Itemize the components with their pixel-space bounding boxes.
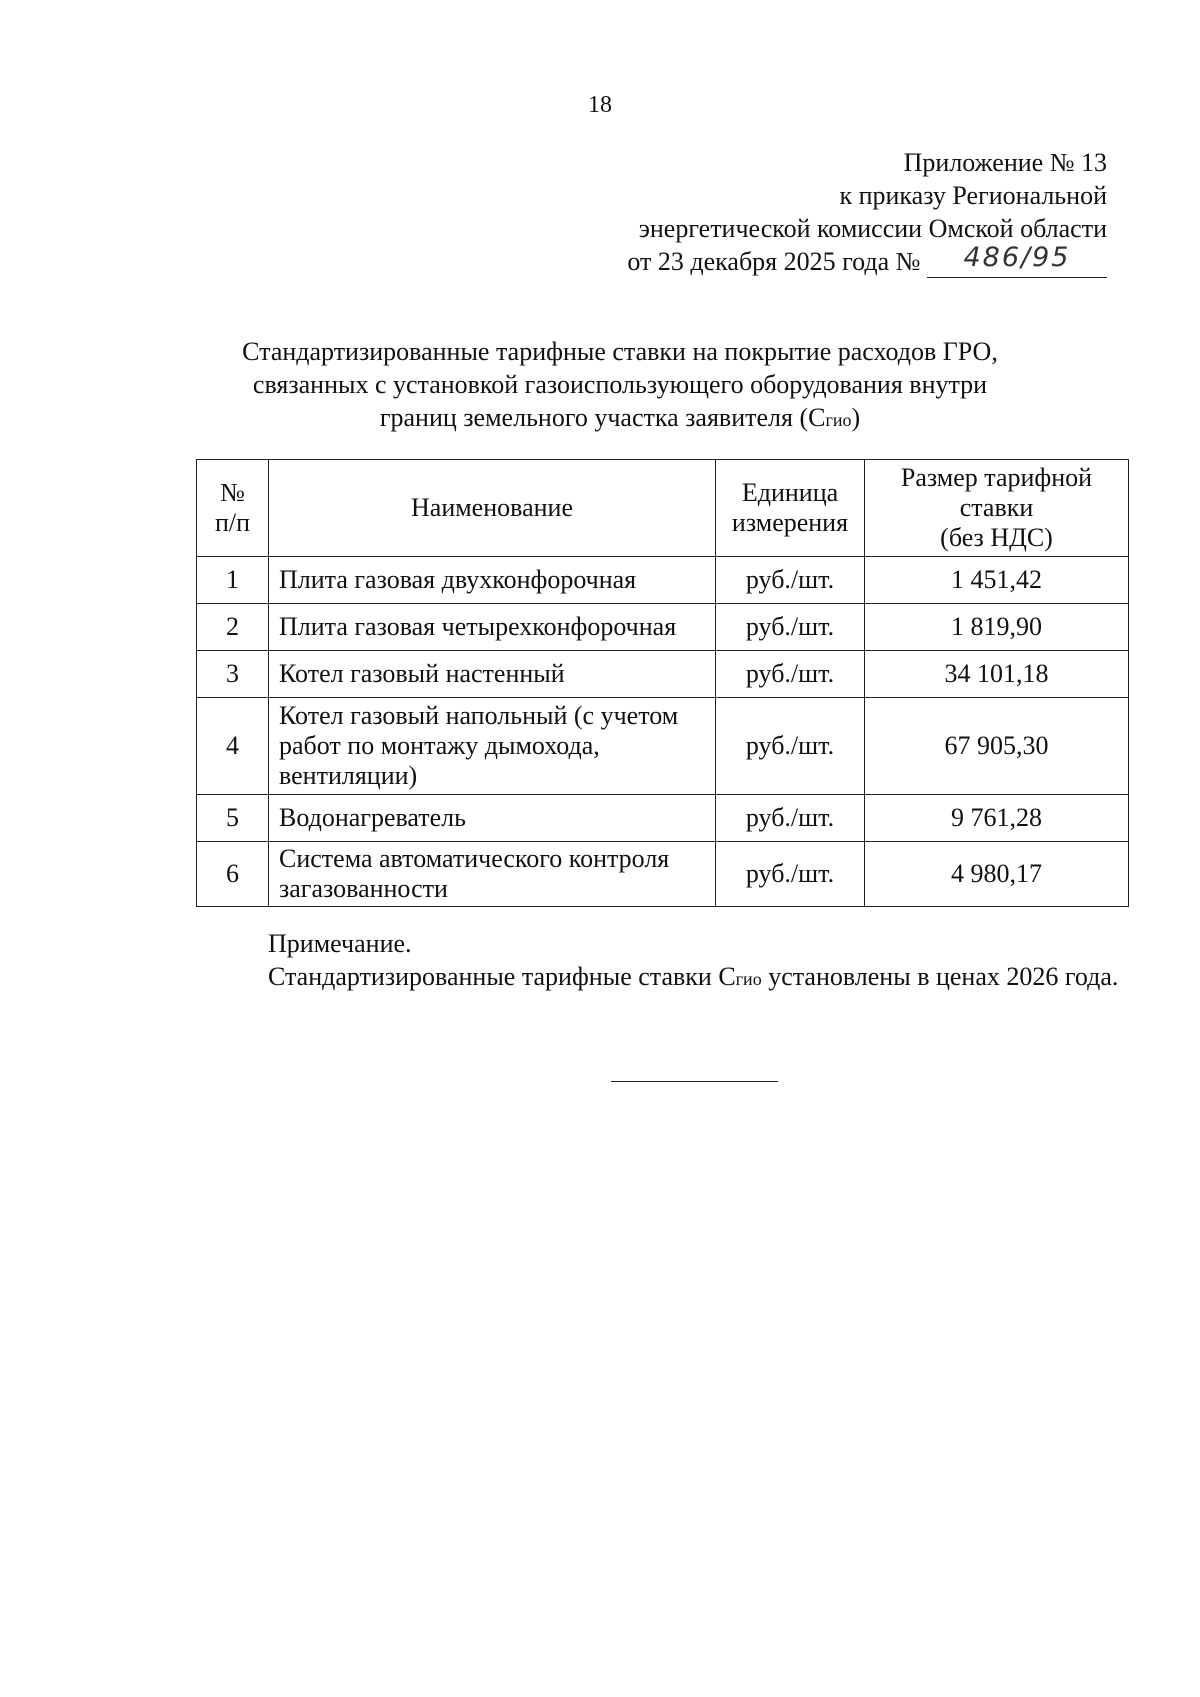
row-number: 3 [197, 651, 269, 698]
row-unit: руб./шт. [716, 557, 865, 604]
row-name: Плита газовая четырехконфорочная [269, 604, 716, 651]
row-number: 6 [197, 842, 269, 907]
note-text-end: установлены в ценах 2026 года. [761, 962, 1119, 991]
header-rate [865, 460, 1129, 557]
row-number: 4 [197, 698, 269, 795]
row-rate: 34 101,18 [865, 651, 1129, 698]
order-date: от 23 декабря 2025 года № [627, 247, 921, 276]
row-rate: 1 451,42 [865, 557, 1129, 604]
header-name: Наименование [269, 460, 716, 557]
header-unit-line-2: измерения [731, 508, 849, 537]
document-title [160, 335, 1080, 437]
end-divider [611, 1081, 778, 1082]
table-row [197, 651, 1129, 698]
table-row [197, 795, 1129, 842]
header-number-line-1: № [220, 478, 245, 507]
table-row [197, 698, 1129, 795]
row-name: Водонагреватель [269, 795, 716, 842]
row-unit: руб./шт. [716, 604, 865, 651]
note-section [196, 927, 1119, 996]
row-rate: 67 905,30 [865, 698, 1129, 795]
title-line-1: Стандартизированные тарифные ставки на покрытие расходов ГРО, [242, 337, 998, 366]
row-unit: руб./шт. [716, 698, 865, 795]
note-label: Примечание. [268, 929, 412, 958]
header-unit-line-1: Единица [741, 478, 839, 507]
title-line-2: связанных с установкой газоиспользующего оборудования внутри [252, 370, 988, 399]
table-row [197, 604, 1129, 651]
row-number: 5 [197, 795, 269, 842]
order-number-field [927, 242, 1107, 278]
appendix-header [627, 146, 1107, 278]
title-line-3-end: ) [851, 403, 861, 432]
row-rate: 4 980,17 [865, 842, 1129, 907]
header-number-line-2: п/п [214, 508, 251, 537]
title-line-3-text: границ земельного участка заявителя (С [379, 403, 826, 432]
row-rate: 1 819,90 [865, 604, 1129, 651]
title-line-3 [160, 401, 1080, 437]
appendix-line-4 [627, 242, 1107, 278]
table-row [197, 842, 1129, 907]
order-number-handwritten: 486/95 [963, 242, 1071, 273]
header-unit [716, 460, 865, 557]
note-text-start: Стандартизированные тарифные ставки С [268, 962, 736, 991]
row-number: 1 [197, 557, 269, 604]
row-unit: руб./шт. [716, 795, 865, 842]
row-name: Система автоматического контроля загазованности [269, 842, 716, 907]
appendix-line-3: энергетической комиссии Омской области [638, 214, 1107, 243]
row-number: 2 [197, 604, 269, 651]
title-subscript: гио [825, 410, 852, 430]
appendix-line-2: к приказу Региональной [839, 181, 1107, 210]
row-unit: руб./шт. [716, 842, 865, 907]
row-name: Плита газовая двухконфорочная [269, 557, 716, 604]
note-subscript: гио [735, 969, 762, 989]
header-number [197, 460, 269, 557]
header-rate-line-1: Размер тарифной [900, 463, 1093, 492]
row-unit: руб./шт. [716, 651, 865, 698]
row-rate: 9 761,28 [865, 795, 1129, 842]
row-name: Котел газовый напольный (с учетом работ по монтажу дымохода, вентиляции) [269, 698, 716, 795]
page-number: 18 [588, 92, 612, 118]
appendix-line-1: Приложение № 13 [903, 148, 1107, 177]
table-row [197, 557, 1129, 604]
row-name: Котел газовый настенный [269, 651, 716, 698]
tariff-table [196, 459, 1129, 907]
header-rate-line-2: ставки [959, 493, 1034, 522]
table-header-row [197, 460, 1129, 557]
header-rate-line-3: (без НДС) [940, 523, 1053, 552]
note-text [196, 960, 1119, 996]
